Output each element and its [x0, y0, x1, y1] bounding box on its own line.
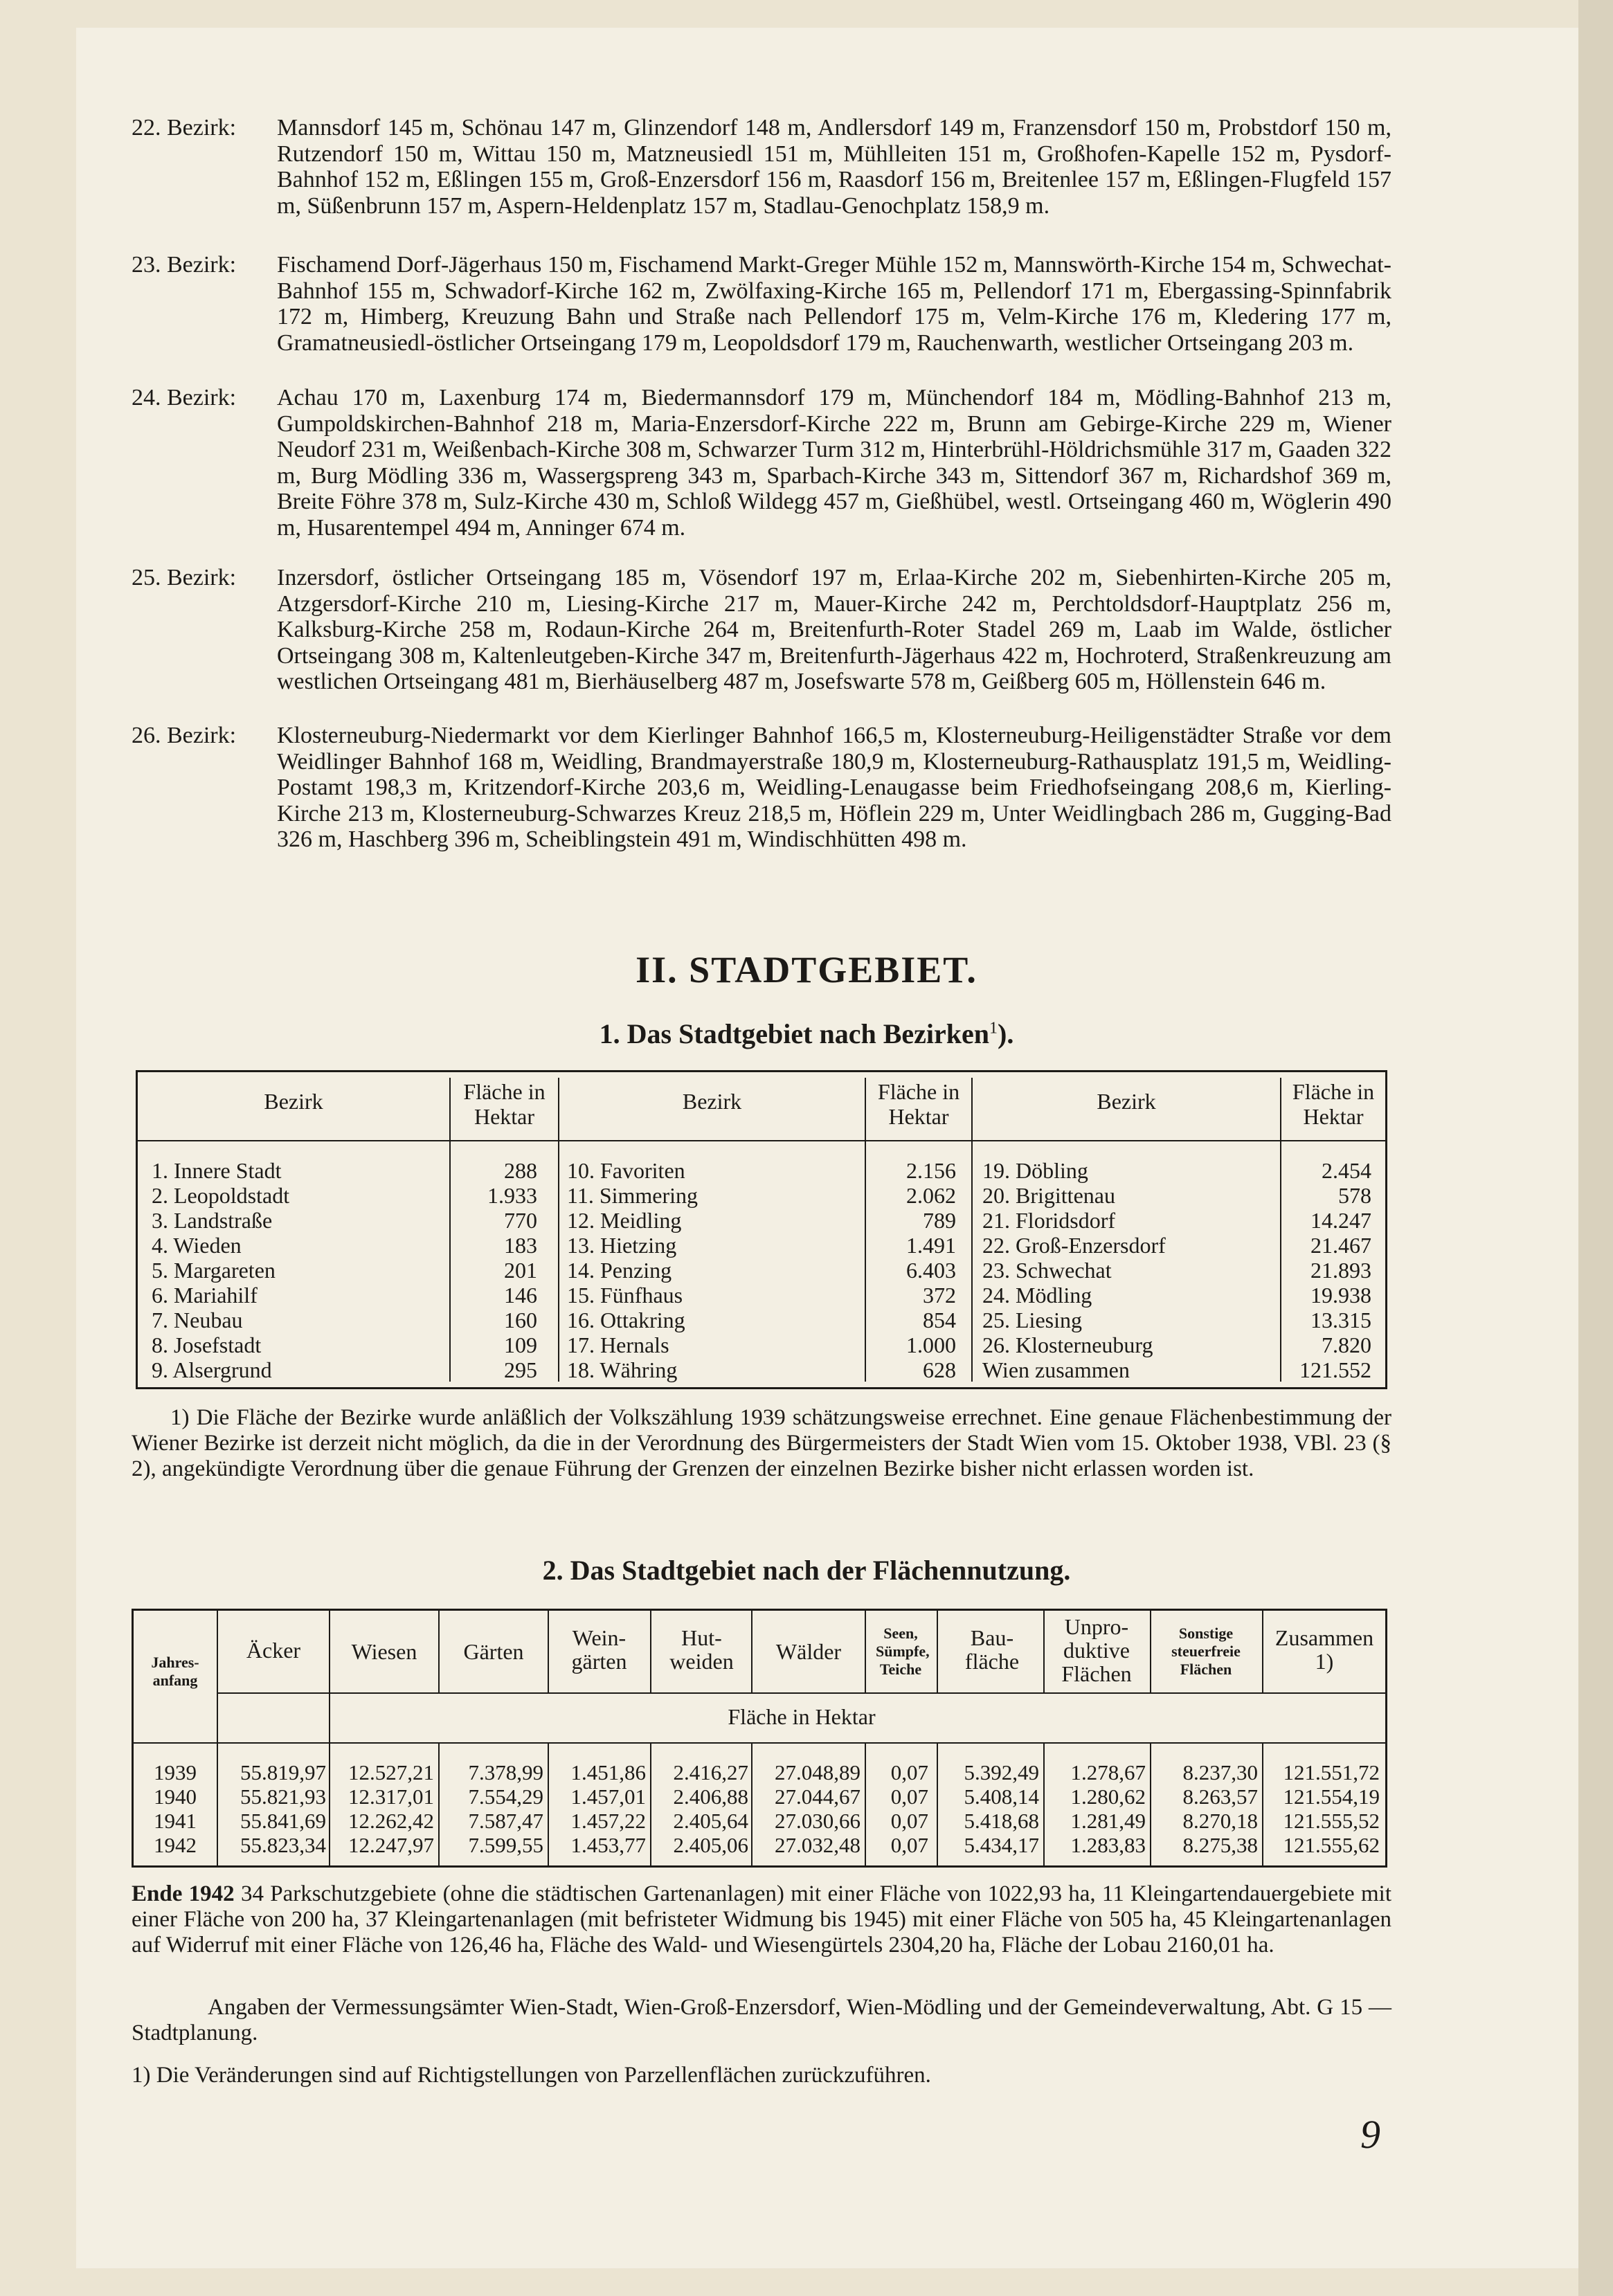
bezirk-name: 4. Wieden	[152, 1233, 242, 1258]
table-cell: 1.453,77	[570, 1833, 646, 1857]
table-flaechennutzung	[132, 1609, 1387, 1868]
table1-footnote	[132, 1405, 1391, 1482]
bezirk-flaeche: 21.467	[1310, 1233, 1371, 1258]
table-cell: 12.247,97	[348, 1833, 434, 1857]
bezirk-name: 15. Fünfhaus	[567, 1283, 683, 1308]
table-cell: 1.451,86	[570, 1760, 646, 1784]
table2-footnote	[132, 2063, 1391, 2088]
table-cell: 7.554,29	[468, 1784, 543, 1809]
footnote-mark: 1)	[132, 2063, 151, 2088]
table-cell: 8.263,57	[1182, 1784, 1258, 1809]
table-cell: 2.406,88	[673, 1784, 748, 1809]
table-cell: 2.405,64	[673, 1809, 748, 1833]
bezirk-text: Mannsdorf 145 m, Schönau 147 m, Glinzendorf 148 m, Andlersdorf 149 m, Franzensdorf 150 m, Probstdorf 150 m, Rutzendorf 150 m, Wittau 150 m, Matzneusiedl 151 m, Mühlleiten 151 m, Großhofen-Kapelle 152 m, Pysdorf-Bahnhof 152 m, Eßlingen 155 m, Groß-Enzersdorf 156 m, Raasdorf 156 m, Breitenlee 157 m, Eßlingen-Flugfeld 157 m, Süßenbrunn 157 m, Aspern-Heldenplatz 157 m, Stadlau-Genochplatz 158,9 m.	[277, 115, 1391, 219]
table-bezirke-flaeche	[136, 1070, 1387, 1389]
bezirk-flaeche: 19.938	[1310, 1283, 1371, 1308]
table-cell: 1.457,22	[570, 1809, 646, 1833]
col-header-flaeche-line1: Fläche in	[877, 1079, 960, 1104]
ende-label: Ende 1942	[132, 1881, 235, 1906]
col-header-weingaerten: Wein- gärten	[571, 1625, 627, 1674]
section-title: II. STADTGEBIET.	[636, 949, 977, 991]
bezirk-flaeche: 109	[504, 1332, 537, 1357]
ende-1942-paragraph	[132, 1881, 1391, 1958]
bezirk-name: 10. Favoriten	[567, 1158, 685, 1183]
bezirk-name: 5. Margareten	[152, 1258, 276, 1283]
table-cell: 12.527,21	[348, 1760, 434, 1784]
bezirk-name: 24. Mödling	[982, 1283, 1092, 1308]
col-header-unproduktiv: Unpro- duktive Flächen	[1061, 1614, 1132, 1686]
table-cell: 55.819,97	[240, 1760, 326, 1784]
bezirk-name: 2. Leopoldstadt	[152, 1183, 290, 1208]
bezirk-label: 24. Bezirk:	[132, 385, 237, 410]
bezirk-flaeche: 1.000	[906, 1332, 956, 1357]
col-header-bauflaeche: Bau- fläche	[964, 1625, 1020, 1674]
table-cell: 5.418,68	[964, 1809, 1039, 1833]
wien-zusammen-value: 121.552	[1299, 1357, 1371, 1382]
col-header-jahr: Jahres- anfang	[151, 1654, 199, 1689]
bezirk-flaeche: 288	[504, 1158, 537, 1183]
table-cell: 7.587,47	[468, 1809, 543, 1833]
table-cell: 7.378,99	[468, 1760, 543, 1784]
table-cell: 8.237,30	[1182, 1760, 1258, 1784]
bezirk-flaeche: 7.820	[1322, 1332, 1371, 1357]
bezirk-name: 6. Mariahilf	[152, 1283, 258, 1308]
bezirk-flaeche: 1.491	[906, 1233, 956, 1258]
table-cell: 55.821,93	[240, 1784, 326, 1809]
bezirk-flaeche: 201	[504, 1258, 537, 1283]
bezirk-flaeche: 1.933	[487, 1183, 537, 1208]
year-cell: 1940	[154, 1784, 197, 1809]
table-cell: 12.262,42	[348, 1809, 434, 1833]
col-header-flaeche	[1281, 1079, 1385, 1129]
bezirk-22-paragraph	[132, 115, 1391, 219]
table-rule	[1281, 1140, 1385, 1141]
bezirk-name: 12. Meidling	[567, 1208, 682, 1233]
col-header-waelder: Wälder	[775, 1639, 842, 1664]
bezirk-flaeche: 13.315	[1310, 1308, 1371, 1332]
table-cell: 0,07	[890, 1809, 928, 1833]
bezirk-flaeche: 789	[923, 1208, 956, 1233]
table1-title: 1. Das Stadtgebiet nach Bezirken$^1$).	[599, 1018, 1014, 1049]
bezirk-name: 19. Döbling	[982, 1158, 1088, 1183]
table-cell: 27.030,66	[775, 1809, 860, 1833]
bezirk-name: 18. Währing	[567, 1357, 678, 1382]
bezirk-flaeche: 2.156	[906, 1158, 956, 1183]
table-cell: 27.048,89	[775, 1760, 860, 1784]
bezirk-text: Fischamend Dorf-Jägerhaus 150 m, Fischamend Markt-Greger Mühle 152 m, Mannswörth-Kirche 154 m, Schwechat-Bahnhof 155 m, Schwadorf-Kirche 162 m, Zwölfaxing-Kirche 165 m, Pellendorf 171 m, Ebergassing-Spinnfabrik 172 m, Himberg, Kreuzung Bahn und Straße nach Pellendorf 175 m, Velm-Kirche 176 m, Kledering 177 m, Gramatneusiedl-östlicher Ortseingang 179 m, Leopoldsdorf 179 m, Rauchenwarth, westlicher Ortseingang 203 m.	[277, 252, 1391, 356]
bezirk-flaeche: 578	[1338, 1183, 1371, 1208]
table-rule	[218, 1692, 1385, 1694]
bezirk-label: 25. Bezirk:	[132, 565, 237, 590]
table-cell: 1.457,01	[570, 1784, 646, 1809]
table-rule	[865, 1611, 866, 1692]
table-cell: 1.281,49	[1070, 1809, 1146, 1833]
table-cell: 5.392,49	[964, 1760, 1039, 1784]
bezirk-name: 14. Penzing	[567, 1258, 672, 1283]
table-rule	[558, 1078, 559, 1382]
bezirk-name: 17. Hernals	[567, 1332, 669, 1357]
bezirk-flaeche: 146	[504, 1283, 537, 1308]
bezirk-label: 23. Bezirk:	[132, 252, 237, 278]
table-rule	[1150, 1611, 1151, 1692]
unit-row: Fläche in Hektar	[728, 1704, 876, 1729]
col-header-bezirk: Bezirk	[682, 1089, 742, 1114]
table-cell: 1.278,67	[1070, 1760, 1146, 1784]
bezirk-name: 13. Hietzing	[567, 1233, 677, 1258]
ende-text: 34 Parkschutzgebiete (ohne die städtischen Gartenanlagen) mit einer Fläche von 1022,93 ha, 11 Kleingartendauergebiete mit einer Fläche von 200 ha, 37 Kleingartenanlagen (mit befristeter Widmung bis 1945) mit einer Fläche von 505 ha, 45 Kleingartenanlagen auf Widerruf mit einer Fläche von 126,46 ha, Fläche des Wald- und Wiesengürtels 2304,20 ha, Fläche der Lobau 2160,01 ha.	[132, 1881, 1391, 1958]
angaben-paragraph: Angaben der Vermessungsämter Wien-Stadt, Wien-Groß-Enzersdorf, Wien-Mödling und der Gemeindeverwaltung, Abt. G 15 — Stadtplanung.	[132, 1995, 1391, 2045]
table-cell: 0,07	[890, 1833, 928, 1857]
bezirk-label: 26. Bezirk:	[132, 723, 237, 748]
table-rule	[937, 1611, 938, 1692]
col-header-flaeche	[451, 1079, 558, 1129]
col-header-gaerten: Gärten	[463, 1639, 524, 1664]
bezirk-23-paragraph	[132, 252, 1391, 356]
bezirk-flaeche: 295	[504, 1357, 537, 1382]
bezirk-flaeche: 2.062	[906, 1183, 956, 1208]
table1-title-text: 1. Das Stadtgebiet nach Bezirken	[599, 1018, 989, 1049]
bezirk-flaeche: 14.247	[1310, 1208, 1371, 1233]
table-cell: 121.555,62	[1283, 1833, 1380, 1857]
table-cell: 5.434,17	[964, 1833, 1039, 1857]
col-header-flaeche	[866, 1079, 971, 1129]
table-cell: 0,07	[890, 1760, 928, 1784]
table-cell: 27.032,48	[775, 1833, 860, 1857]
bezirk-flaeche: 770	[504, 1208, 537, 1233]
bezirk-name: 16. Ottakring	[567, 1308, 685, 1332]
col-header-flaeche-line2: Hektar	[888, 1104, 949, 1129]
bezirk-flaeche: 372	[923, 1283, 956, 1308]
bezirk-label: 22. Bezirk:	[132, 115, 237, 141]
table-cell: 7.599,55	[468, 1833, 543, 1857]
bezirk-name: 1. Innere Stadt	[152, 1158, 282, 1183]
table-rule	[138, 1140, 449, 1141]
year-cell: 1939	[154, 1760, 197, 1784]
bezirk-name: 11. Simmering	[567, 1183, 699, 1208]
table-cell: 8.275,38	[1182, 1833, 1258, 1857]
table-rule	[971, 1078, 973, 1382]
table-cell: 121.551,72	[1283, 1760, 1380, 1784]
table-cell: 27.044,67	[775, 1784, 860, 1809]
table-cell: 1.280,62	[1070, 1784, 1146, 1809]
bezirk-name: 8. Josefstadt	[152, 1332, 262, 1357]
bezirk-name: 26. Klosterneuburg	[982, 1332, 1153, 1357]
page-number: 9	[1360, 2112, 1380, 2157]
table-cell: 2.405,06	[673, 1833, 748, 1857]
col-header-wiesen: Wiesen	[351, 1639, 417, 1664]
table-rule	[559, 1140, 865, 1141]
table2-title: 2. Das Stadtgebiet nach der Flächennutzung.	[542, 1555, 1071, 1586]
table-cell: 55.841,69	[240, 1809, 326, 1833]
table-rule	[866, 1140, 971, 1141]
col-header-aecker: Äcker	[246, 1638, 301, 1663]
bezirk-flaeche: 854	[923, 1308, 956, 1332]
table-rule	[451, 1140, 558, 1141]
table-rule	[134, 1742, 1385, 1744]
col-header-seen: Seen, Sümpfe, Teiche	[876, 1625, 930, 1678]
bezirk-flaeche: 21.893	[1310, 1258, 1371, 1283]
bezirk-26-paragraph	[132, 723, 1391, 853]
col-header-hutweiden: Hut- weiden	[669, 1625, 734, 1674]
col-header-zusammen: Zusammen 1)	[1274, 1625, 1374, 1674]
bezirk-name: 25. Liesing	[982, 1308, 1082, 1332]
footnote-text: Die Veränderungen sind auf Richtigstellungen von Parzellenflächen zurückzuführen.	[156, 2063, 931, 2088]
table-cell: 8.270,18	[1182, 1809, 1258, 1833]
table-cell: 0,07	[890, 1784, 928, 1809]
table-rule	[548, 1611, 549, 1692]
bezirk-flaeche: 628	[923, 1357, 956, 1382]
col-header-bezirk: Bezirk	[264, 1089, 323, 1114]
table-cell: 5.408,14	[964, 1784, 1039, 1809]
bezirk-name: 23. Schwechat	[982, 1258, 1112, 1283]
table1-title-note: 1	[989, 1019, 998, 1038]
bezirk-flaeche: 6.403	[906, 1258, 956, 1283]
table-rule	[1043, 1611, 1045, 1692]
bezirk-name: 3. Landstraße	[152, 1208, 273, 1233]
col-header-flaeche-line2: Hektar	[1303, 1104, 1364, 1129]
table-cell: 12.317,01	[348, 1784, 434, 1809]
col-header-flaeche-line1: Fläche in	[1292, 1079, 1375, 1104]
col-header-sonstige: Sonstige steuerfreie Flächen	[1171, 1625, 1241, 1678]
bezirk-name: 7. Neubau	[152, 1308, 243, 1332]
col-header-flaeche-line1: Fläche in	[463, 1079, 546, 1104]
col-header-bezirk: Bezirk	[1097, 1089, 1156, 1114]
bezirk-name: 20. Brigittenau	[982, 1183, 1115, 1208]
table-cell: 55.823,34	[240, 1833, 326, 1857]
footnote-mark: 1)	[170, 1405, 190, 1430]
table-cell: 1.283,83	[1070, 1833, 1146, 1857]
bezirk-flaeche: 2.454	[1322, 1158, 1371, 1183]
bezirk-name: 21. Floridsdorf	[982, 1208, 1115, 1233]
wien-zusammen-label: Wien zusammen	[982, 1357, 1130, 1382]
bezirk-flaeche: 160	[504, 1308, 537, 1332]
table-rule	[650, 1611, 651, 1692]
table-cell: 121.554,19	[1283, 1784, 1380, 1809]
scan-edge	[1578, 0, 1613, 2296]
table-cell: 121.555,52	[1283, 1809, 1380, 1833]
bezirk-text: Inzersdorf, östlicher Ortseingang 185 m, Vösendorf 197 m, Erlaa-Kirche 202 m, Siebenhirten-Kirche 205 m, Atzgersdorf-Kirche 210 m, Liesing-Kirche 217 m, Mauer-Kirche 242 m, Perchtoldsdorf-Hauptplatz 256 m, Kalksburg-Kirche 258 m, Rodaun-Kirche 264 m, Breitenfurth-Roter Stadel 269 m, Laab im Walde, östlicher Ortseingang 308 m, Kaltenleutgeben-Kirche 347 m, Breitenfurth-Jägerhaus 422 m, Hochroterd, Straßenkreuzung am westlichen Ortseingang 481 m, Bierhäuselberg 487 m, Josefswarte 578 m, Geißberg 605 m, Höllenstein 646 m.	[277, 565, 1391, 694]
year-cell: 1942	[154, 1833, 197, 1857]
bezirk-24-paragraph	[132, 385, 1391, 541]
bezirk-text: Achau 170 m, Laxenburg 174 m, Biedermannsdorf 179 m, Münchendorf 184 m, Mödling-Bahnhof 213 m, Gumpoldskirchen-Bahnhof 218 m, Maria-Enzersdorf-Kirche 222 m, Brunn am Gebirge-Kirche 229 m, Wiener Neudorf 231 m, Weißenbach-Kirche 308 m, Schwarzer Turm 312 m, Hinterbrühl-Höldrichsmühle 317 m, Gaaden 322 m, Burg Mödling 336 m, Wassergspreng 343 m, Sparbach-Kirche 343 m, Sittendorf 367 m, Richardshof 369 m, Breite Föhre 378 m, Sulz-Kirche 430 m, Schloß Wildegg 457 m, Gießhübel, westl. Ortseingang 460 m, Wöglerin 490 m, Husarentempel 494 m, Anninger 674 m.	[277, 385, 1391, 541]
bezirk-text: Klosterneuburg-Niedermarkt vor dem Kierlinger Bahnhof 166,5 m, Klosterneuburg-Heiligenstädter Straße vor dem Weidlinger Bahnhof 168 m, Weidling, Brandmayerstraße 180,9 m, Klosterneuburg-Rathausplatz 191,5 m, Weidling-Postamt 198,3 m, Kritzendorf-Kirche 203,6 m, Weidling-Lenaugasse beim Friedhofseingang 208,6 m, Kierling-Kirche 213 m, Klosterneuburg-Schwarzes Kreuz 218,5 m, Höflein 229 m, Unter Weidlingbach 286 m, Gugging-Bad 326 m, Haschberg 396 m, Scheiblingstein 491 m, Windischhütten 498 m.	[277, 723, 1391, 852]
footnote-text: Die Fläche der Bezirke wurde anläßlich der Volkszählung 1939 schätzungsweise errechnet. Eine genaue Flächenbestimmung der Wiener Bezirke ist derzeit nicht möglich, da die in der Verordnung des Bürgermeisters der Stadt Wien vom 15. Oktober 1938, VBl. 23 (§ 2), angekündigte Verordnung über die genaue Führung der Grenzen der einzelnen Bezirke bisher nicht erlassen worden ist.	[132, 1405, 1392, 1481]
bezirk-flaeche: 183	[504, 1233, 537, 1258]
table-rule	[973, 1140, 1280, 1141]
bezirk-25-paragraph	[132, 565, 1391, 695]
table-cell: 2.416,27	[673, 1760, 748, 1784]
col-header-flaeche-line2: Hektar	[474, 1104, 535, 1129]
bezirk-name: 22. Groß-Enzersdorf	[982, 1233, 1166, 1258]
bezirk-name: 9. Alsergrund	[152, 1357, 272, 1382]
year-cell: 1941	[154, 1809, 197, 1833]
